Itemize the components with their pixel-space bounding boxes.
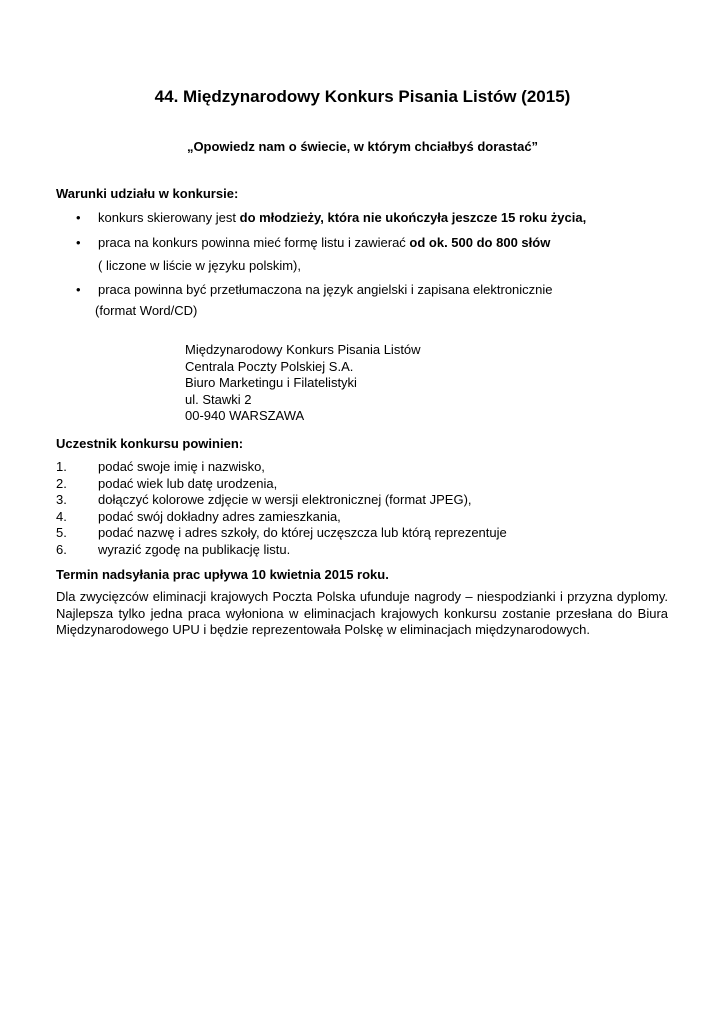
list-item-text: praca powinna być przetłumaczona na język angielski i zapisana elektronicznie [98, 281, 553, 297]
list-item [56, 459, 676, 476]
list-item-text: podać wiek lub datę urodzenia, [98, 475, 278, 491]
list-item-text: praca na konkurs powinna mieć formę listu i zawierać od ok. 500 do 800 słów [98, 234, 551, 250]
participant-heading: Uczestnik konkursu powinien: [56, 436, 244, 451]
list-item [56, 235, 676, 275]
postal-address [185, 342, 421, 425]
conditions-heading: Warunki udziału w konkursie: [56, 186, 239, 201]
list-number: 2. [56, 475, 67, 491]
document-subtitle: „Opowiedz nam o świecie, w którym chciałbyś dorastać” [186, 139, 539, 154]
bullet-icon: • [76, 281, 81, 297]
list-item-text: podać nazwę i adres szkoły, do której uczęszcza lub którą reprezentuje [98, 525, 507, 540]
list-item [56, 210, 676, 227]
list-item [56, 542, 676, 559]
list-number: 5. [56, 525, 67, 540]
prize-paragraph: Dla zwycięzców eliminacji krajowych Poczta Polska ufunduje nagrody – niespodzianki i przyzna dyplomy. Najlepsza tylko jedna praca wyłoniona w eliminacjach krajowych konkursu zostanie przesłana do Biura Międzynarodowego UPU i będzie reprezentowała Polskę w eliminacjach międzynarodowych. [56, 589, 668, 637]
list-item-text: dołączyć kolorowe zdjęcie w wersji elektronicznej (format JPEG), [98, 492, 472, 507]
list-number: 3. [56, 492, 67, 507]
bullet-icon: • [76, 234, 81, 250]
list-item [56, 476, 676, 493]
address-line: ul. Stawki 2 [185, 391, 252, 407]
list-item [56, 492, 676, 509]
list-item-continuation: ( liczone w liście w języku polskim), [98, 258, 301, 273]
deadline-text: Termin nadsyłania prac upływa 10 kwietnia 2015 roku. [56, 567, 389, 582]
list-item-continuation: (format Word/CD) [95, 303, 198, 318]
address-line: Międzynarodowy Konkurs Pisania Listów [185, 342, 421, 357]
list-number: 6. [56, 541, 67, 557]
list-item [56, 509, 676, 526]
list-item-text: wyrazić zgodę na publikację listu. [98, 541, 291, 557]
list-item-text: podać swój dokładny adres zamieszkania, [98, 508, 341, 524]
list-item [56, 282, 676, 320]
participant-list [56, 459, 676, 558]
list-number: 4. [56, 508, 67, 524]
list-item-text: podać swoje imię i nazwisko, [98, 459, 265, 474]
address-line: 00-940 WARSZAWA [185, 408, 305, 423]
conditions-list [56, 210, 676, 320]
address-line: Centrala Poczty Polskiej S.A. [185, 358, 354, 374]
bullet-icon: • [76, 210, 81, 225]
list-number: 1. [56, 459, 67, 474]
list-item [56, 525, 676, 542]
list-item-text: konkurs skierowany jest do młodzieży, która nie ukończyła jeszcze 15 roku życia, [98, 210, 587, 225]
document-title: 44. Międzynarodowy Konkurs Pisania Listów (2015) [154, 87, 571, 106]
address-line: Biuro Marketingu i Filatelistyki [185, 375, 357, 390]
